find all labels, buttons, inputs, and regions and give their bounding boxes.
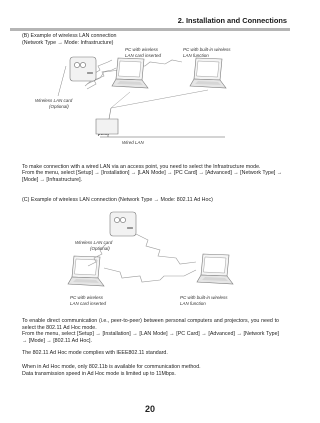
label-pc-builtin-b-1: PC with built-in wireless (183, 47, 231, 52)
label-lan-card-c-2: (Optional) (90, 246, 110, 251)
page-number: 20 (144, 404, 155, 414)
label-lan-card-c-1: Wireless LAN card (75, 240, 113, 245)
label-pc-builtin-c-2: LAN function (180, 301, 206, 306)
label-lan-card-b-2: (Optional) (49, 104, 69, 109)
projector-c (110, 212, 136, 236)
label-pc-builtin-b-2: LAN function (183, 53, 209, 58)
label-pc-card-c-1: PC with wireless (70, 295, 104, 300)
wireless-links-c (88, 234, 196, 282)
section-b-para-1: To make connection with a wired LAN via an access point, you need to select the Infrastructure mode. (22, 164, 261, 170)
laptop-wireless-card-c (68, 256, 104, 286)
access-point (96, 119, 118, 134)
section-b-title: (B) Example of wireless LAN connection (22, 33, 117, 39)
section-c-para-2: The 802.11 Ad Hoc mode complies with IEEE802.11 standard. (22, 350, 168, 356)
projector-b (70, 57, 96, 81)
laptop-builtin-b (190, 58, 226, 88)
section-b-para-3: [Mode] → [Infrastructure]. (22, 177, 83, 183)
laptop-builtin-c (197, 254, 233, 284)
label-pc-card-b-2: LAN card inserted (125, 53, 162, 58)
section-title: 2. Installation and Connections (177, 16, 287, 25)
label-pc-card-b-1: PC with wireless (125, 47, 159, 52)
label-pc-card-c-2: LAN card inserted (70, 301, 107, 306)
diagram-b (58, 57, 226, 137)
section-b-subtitle: (Network Type → Mode: Infrastructure) (22, 40, 114, 46)
diagram-c (68, 212, 233, 286)
laptop-wireless-card-b (112, 58, 148, 88)
section-c-para-3b: Data transmission speed in Ad Hoc mode is limited up to 11Mbps. (22, 371, 176, 377)
section-c-para-3a: When in Ad Hoc mode, only 802.11b is available for communication method. (22, 364, 201, 370)
section-c-para-1b: From the menu, select [Setup] → [Installation] → [LAN Mode] → [PC Card] → [Advanced] → [Network Type] → [Mode] → [802.11 Ad Hoc]. (22, 331, 279, 344)
label-wired-lan: Wired LAN (122, 140, 144, 145)
section-c-para-1: To enable direct communication (i.e., peer-to-peer) between personal computers and projectors, you need to select the 802.11 Ad Hoc mode. (22, 318, 279, 331)
label-lan-card-b-1: Wireless LAN card (35, 98, 73, 103)
section-c-title: (C) Example of wireless LAN connection (Network Type → Mode: 802.11 Ad Hoc) (22, 197, 213, 203)
label-pc-builtin-c-1: PC with built-in wireless (180, 295, 228, 300)
section-b-para-2: From the menu, select [Setup] → [Installation] → [LAN Mode] → [PC Card] → [Advanced] → [Network Type] → (22, 170, 283, 176)
